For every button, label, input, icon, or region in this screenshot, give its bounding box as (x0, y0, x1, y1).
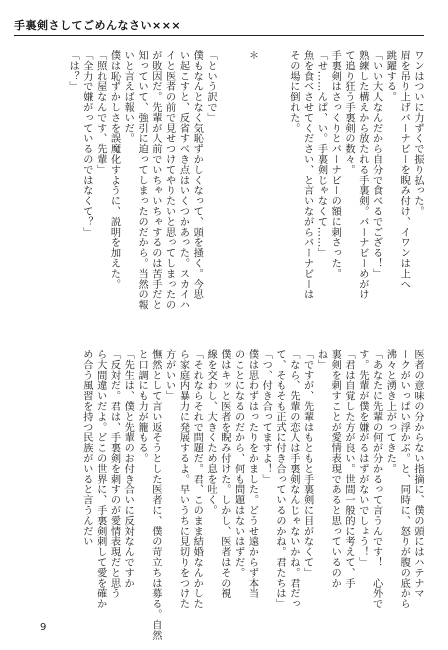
text-line: 「君は自覚した方が良い。世間一般的に考えて、手 (343, 349, 355, 589)
text-line: 僕はキッと医者を睨み付けた。しかし、医者はその視 (218, 349, 230, 599)
text-line: 医者の意味の分からない指摘に、僕の頭にはハテナマ (412, 349, 423, 599)
text-line: ークがいっぱい浮かぶ。と、同時に、怒りが腹の底から (398, 349, 410, 609)
text-line: 「いい大人なんだから自分で食べるでござる！」 (370, 50, 382, 279)
text-line: ら大間違いだよ。どこの世界に、手裏剣刺して愛を確か (94, 349, 106, 609)
text-line: 僕は恥ずかしさを誤魔化すように、説明を加えた。 (108, 50, 120, 290)
text-line: が敗因だ。先輩が人前でいちゃいちゃするのは苦手だと (149, 50, 161, 310)
blank-line (272, 50, 286, 333)
text-line: 「それならそれで問題だ。君、このまま結婚なんかした (191, 349, 203, 609)
text-line: ら家庭内暴力に発展するよ。早いうちに見切りをつけた (177, 349, 189, 609)
text-line: 熟練した構えから放たれる手裏剣。バーナビーめがけ (356, 50, 368, 300)
text-line: 「照れ屋なんです、先輩」 (94, 50, 106, 175)
upper-text-block (65, 50, 424, 333)
text-line: 魚を食べさせてください、と言いながらバーナビーは (301, 50, 313, 300)
text-line: 裏剣を刺すことが愛情表現であると思っているのか (329, 349, 341, 589)
text-line: 僕は思わずはったりをかました。どうせ遠からず本当 (246, 349, 258, 599)
blank-line (217, 50, 231, 333)
text-line: 「先生は、僕と先輩のお付き合いに反対なんですか (122, 349, 134, 589)
text-line: 僕もなんとなく気恥ずかしくなって、頭を掻く。今思 (191, 50, 203, 300)
text-line: 「せ……んぱ、い。手裏剣じゃなくて……」 (315, 50, 327, 258)
text-line: のことになるのだから、何も問題はないはずだ。 (232, 349, 244, 578)
text-line: いと言えば報いだ。 (122, 50, 134, 144)
text-line: 憮然として言い返そうとした医者に、僕の苛立ちは募る。自然 (149, 349, 161, 641)
text-line: イと医者の前で見せつけてやりたいと思ってしまったの (163, 50, 175, 310)
text-line: その場に倒れた。 (287, 50, 299, 134)
text-line: す。先輩が僕を嫌がるはずがないでしょう！」 (356, 349, 368, 568)
text-line: て追り狂う手裏剣の数々。 (343, 50, 355, 175)
text-line: 「全力で嫌がっているのではなくて？」 (80, 50, 92, 238)
text-line: ＊ (246, 50, 258, 61)
text-line: 「つ、付き合ってますよ！」 (260, 349, 272, 485)
text-line: 「なら、先輩の恋人は手裏剣なんじゃないかね。君だっ (287, 349, 299, 609)
blank-line (231, 50, 245, 333)
running-header-title: 手裏剣さしてごめんなさい××× (14, 19, 182, 32)
text-line: ね」 (315, 349, 327, 370)
text-line: 「反対だ。君は、手裏剣を刺すのが愛情表現だと思う (108, 349, 120, 599)
text-line: め合う風習を持つ民族がいると言うんだい (80, 349, 92, 547)
text-line: 方がいい」 (163, 349, 175, 401)
text-line: 跳躍する。 (384, 50, 396, 102)
text-line: ワンはついに力ずくで振り払った。 (412, 50, 423, 217)
lower-text-block (79, 349, 424, 641)
text-line: て、そもそも正式に付き合っているのかね。君たちは」 (274, 349, 286, 609)
text-line: 眉を吊り上げバーナビーを睨み付け、イワンは上へ (398, 50, 410, 290)
text-line: 「という訳で」 (205, 50, 217, 123)
text-line: 沸々と湧き上がってきた。 (384, 349, 396, 474)
header-rule (14, 35, 424, 36)
text-line: 手裏剣はさっくりとバーナビーの額に刺さった。 (329, 50, 341, 279)
text-line: い起こすと、反省すべき点はいくつかあった。スカイハ (177, 50, 189, 310)
page-number: 9 (40, 622, 47, 633)
text-line: 「ですが、先輩はもともと手裏剣に目がなくて」 (301, 349, 313, 578)
text-line: 知っていて、強引に迫ってしまったのだから。当然の報 (136, 50, 148, 310)
text-line: 「あなたに先輩の何が分かるって言うんです！ 心外で (370, 349, 382, 609)
blank-line (258, 50, 272, 333)
text-line: 線を交わし、大きくため息を吐く。 (205, 349, 217, 516)
text-line: 「は？」 (67, 50, 79, 92)
text-line: と口調にも力が籠もる。 (136, 349, 148, 464)
